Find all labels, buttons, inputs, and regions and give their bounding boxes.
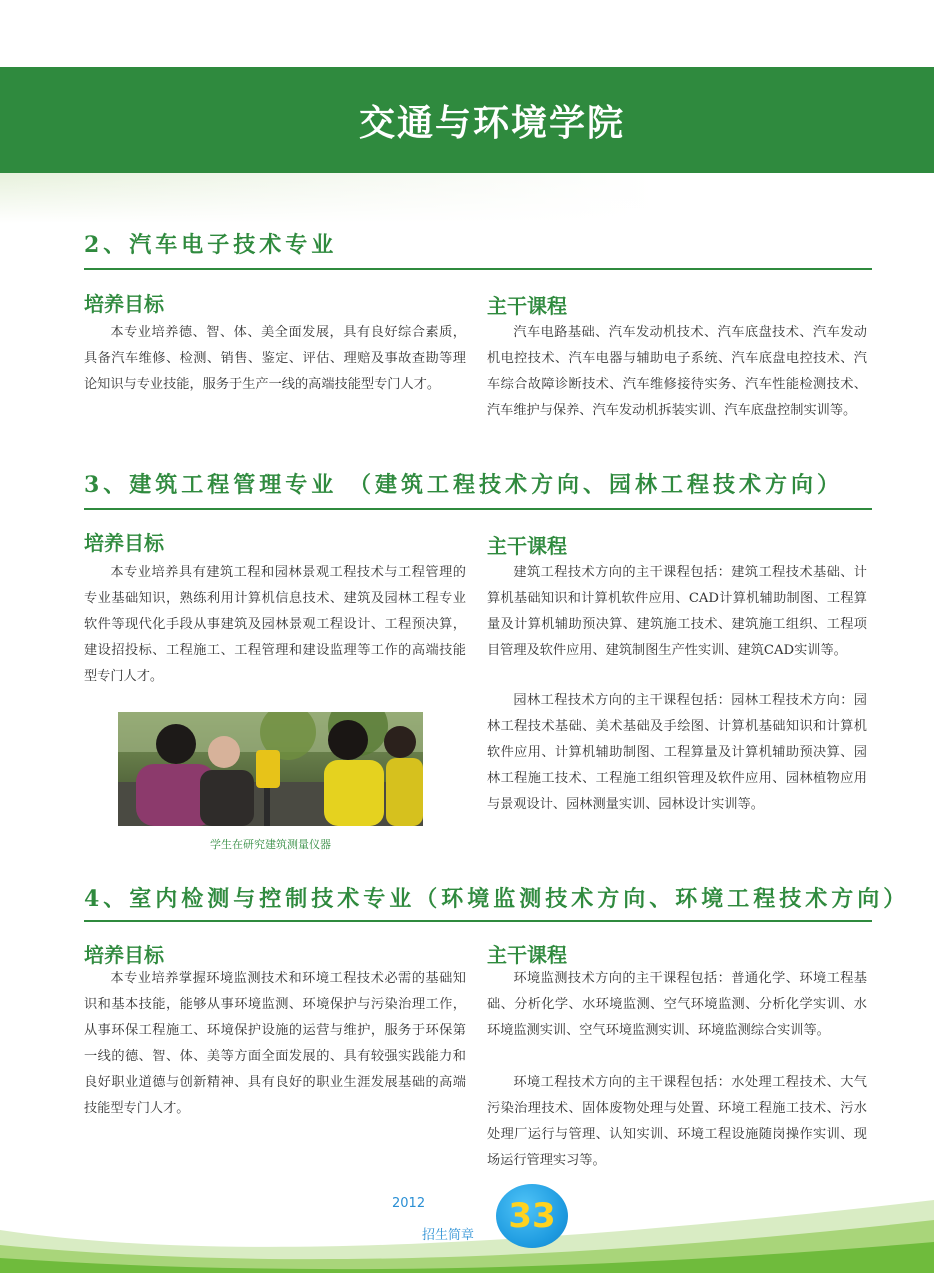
students-surveying-photo: [118, 712, 423, 826]
main-courses-heading: 主干课程: [487, 943, 567, 967]
main-courses-text-monitoring: 环境监测技术方向的主干课程包括：普通化学、环境工程基础、分析化学、水环境监测、空气环境监测、分析化学实训、水环境监测实训、空气环境监测实训、环境监测综合实训等。: [487, 971, 867, 1038]
main-courses-heading: 主干课程: [487, 294, 567, 318]
main-courses-text: 汽车电路基础、汽车发动机技术、汽车底盘技术、汽车发动机电控技术、汽车电器与辅助电子系统、汽车底盘电控技术、汽车综合故障诊断技术、汽车维修接待实务、汽车性能检测技术、汽车维护与保养、汽车发动机拆装实训、汽车底盘控制实训等。: [487, 325, 867, 418]
training-goal-heading: 培养目标: [84, 292, 164, 316]
training-goal-heading: 培养目标: [84, 943, 164, 967]
section-divider: [84, 508, 872, 510]
header-fade-decoration: [0, 173, 934, 223]
section-divider: [84, 920, 872, 922]
main-courses-text-engineering: 环境工程技术方向的主干课程包括：水处理工程技术、大气污染治理技术、固体废物处理与处置、环境工程施工技术、污水处理厂运行与管理、认知实训、环境工程设施随岗操作实训、现场运行管理实习等。: [487, 1075, 867, 1168]
training-goal-heading: 培养目标: [84, 531, 164, 555]
page-number-badge: [496, 1184, 568, 1248]
training-goal-text: 本专业培养德、智、体、美全面发展，具有良好综合素质，具备汽车维修、检测、销售、鉴定、评估、理赔及事故查勘等理论知识与专业技能，服务于生产一线的高端技能型专门人才。: [84, 325, 466, 392]
page-number: 33: [508, 1196, 556, 1236]
main-courses-heading: 主干课程: [487, 534, 567, 558]
photo-illustration: [118, 712, 423, 826]
college-title: 交通与环境学院: [358, 102, 625, 144]
main-courses-text-landscape: 园林工程技术方向的主干课程包括：园林工程技术方向：园林工程技术基础、美术基础及手绘图、计算机基础知识和计算机软件应用、计算机辅助制图、工程算量及计算机辅助预决算、园林工程施工技术、工程施工组织管理及软件应用、园林植物应用与景观设计、园林测量实训、园林设计实训等。: [487, 693, 867, 812]
footer-year: 2012: [392, 1196, 426, 1211]
section-title-construction-management: 3、建筑工程管理专业 （建筑工程技术方向、园林工程技术方向）: [84, 472, 843, 498]
section-divider: [84, 268, 872, 270]
footer-brochure-label: 招生简章: [422, 1228, 475, 1243]
training-goal-text: 本专业培养掌握环境监测技术和环境工程技术必需的基础知识和基本技能，能够从事环境监测、环境保护与污染治理工作，从事环保工程施工、环境保护设施的运营与维护，服务于环保第一线的德、智、体、美等方面全面发展的、具有较强实践能力和良好职业道德与创新精神、具有良好的职业生涯发展基础的高端技能型专门人才。: [84, 971, 466, 1116]
section-title-automotive-electronics: 2、汽车电子技术专业: [84, 232, 338, 258]
photo-caption: 学生在研究建筑测量仪器: [210, 838, 331, 851]
training-goal-text: 本专业培养具有建筑工程和园林景观工程技术与工程管理的专业基础知识，熟练利用计算机信息技术、建筑及园林工程专业软件等现代化手段从事建筑及园林景观工程设计、工程预决算，建设招投标、工程施工、工程管理和建设监理等工作的高端技能型专门人才。: [84, 565, 466, 684]
college-header-band: [0, 67, 934, 173]
section-title-indoor-monitoring: 4、室内检测与控制技术专业（环境监测技术方向、环境工程技术方向）: [84, 886, 910, 912]
main-courses-text-construction: 建筑工程技术方向的主干课程包括：建筑工程技术基础、计算机基础知识和计算机软件应用、CAD计算机辅助制图、工程算量及计算机辅助预决算、建筑施工技术、建筑施工组织、工程项目管理及软件应用、建筑制图生产性实训、建筑CAD实训等。: [487, 565, 867, 658]
